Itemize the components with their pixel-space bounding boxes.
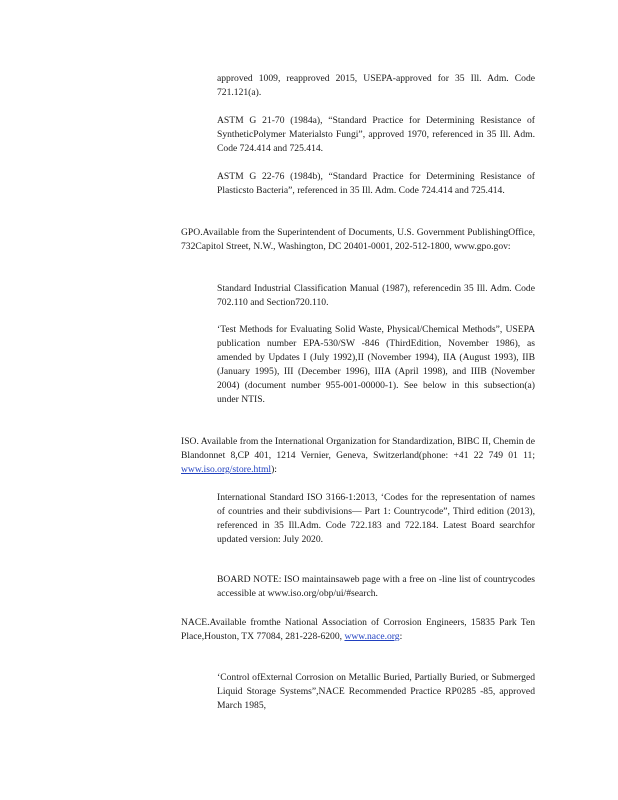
- nace-source-tail: :: [399, 631, 403, 642]
- astm-continuation-paragraph: approved 1009, reapproved 2015, USEPA-approved for 35 Ill. Adm. Code 721.121(a).: [217, 73, 535, 98]
- iso-store-link[interactable]: www.iso.org/store.html: [181, 464, 272, 475]
- board-note-paragraph: BOARD NOTE: ISO maintainsaweb page with a free on -line list of countrycodes accessible at www.iso.org/obp/ui/#search.: [217, 574, 535, 599]
- iso-source-paragraph: [181, 435, 535, 477]
- astm-g22-entry: ASTM G 22-76 (1984b), “Standard Practice for Determining Resistance of Plasticsto Bacteria”, referenced in 35 Ill. Adm. Code 724.414 and 725.414.: [217, 171, 535, 196]
- astm-g21-entry: ASTM G 21-70 (1984a), “Standard Practice for Determining Resistance of SyntheticPolymer Materialsto Fungi”, approved 1970, referenced in 35 Ill. Adm. Code 724.414 and 725.414.: [217, 115, 535, 154]
- nace-rp0285-entry: ‘Control ofExternal Corrosion on Metallic Buried, Partially Buried, or Submerged Liquid Storage Systems”,NACE Recommended Practice RP0285 -85, approved March 1985,: [217, 672, 535, 711]
- iso-source-text: ISO. Available from the International Organization for Standardization, BIBC II, Chemin de Blandonnet 8,CP 401, 1214 Vernier, Geneva, Switzerland(phone: +41 22 749 01 11;: [181, 436, 535, 461]
- nace-source-paragraph: [181, 616, 535, 644]
- nace-source-text: NACE.Available fromthe National Association of Corrosion Engineers, 15835 Park Ten Place,Houston, TX 77084, 281-228-6200,: [181, 617, 535, 642]
- sw846-entry: ‘Test Methods for Evaluating Solid Waste, Physical/Chemical Methods”, USEPA publication number EPA-530/SW -846 (ThirdEdition, November 1986), as amended by Updates I (July 1992),II (November 1994), IIA (August 1993), IIB (January 1995), III (December 1996), IIIA (April 1998), and IIIB (November 2004) (document number 955-001-00000-1). See below in this subsection(a) under NTIS.: [217, 324, 535, 405]
- sic-manual-entry: Standard Industrial Classification Manual (1987), referencedin 35 Ill. Adm. Code 702.110 and Section720.110.: [217, 283, 535, 308]
- iso-source-tail: ):: [271, 464, 277, 475]
- iso-3166-entry: International Standard ISO 3166-1:2013, ‘Codes for the representation of names of countries and their subdivisions— Part 1: Countrycode”, Third edition (2013), referenced in 35 Ill.Adm. Code 722.183 and 722.184. Latest Board searchfor updated version: July 2020.: [217, 492, 535, 545]
- nace-link[interactable]: www.nace.org: [344, 631, 400, 642]
- gpo-source-paragraph: GPO.Available from the Superintendent of Documents, U.S. Government PublishingOffice, 732Capitol Street, N.W., Washington, DC 20401-0001, 202-512-1800, www.gpo.gov:: [181, 227, 535, 252]
